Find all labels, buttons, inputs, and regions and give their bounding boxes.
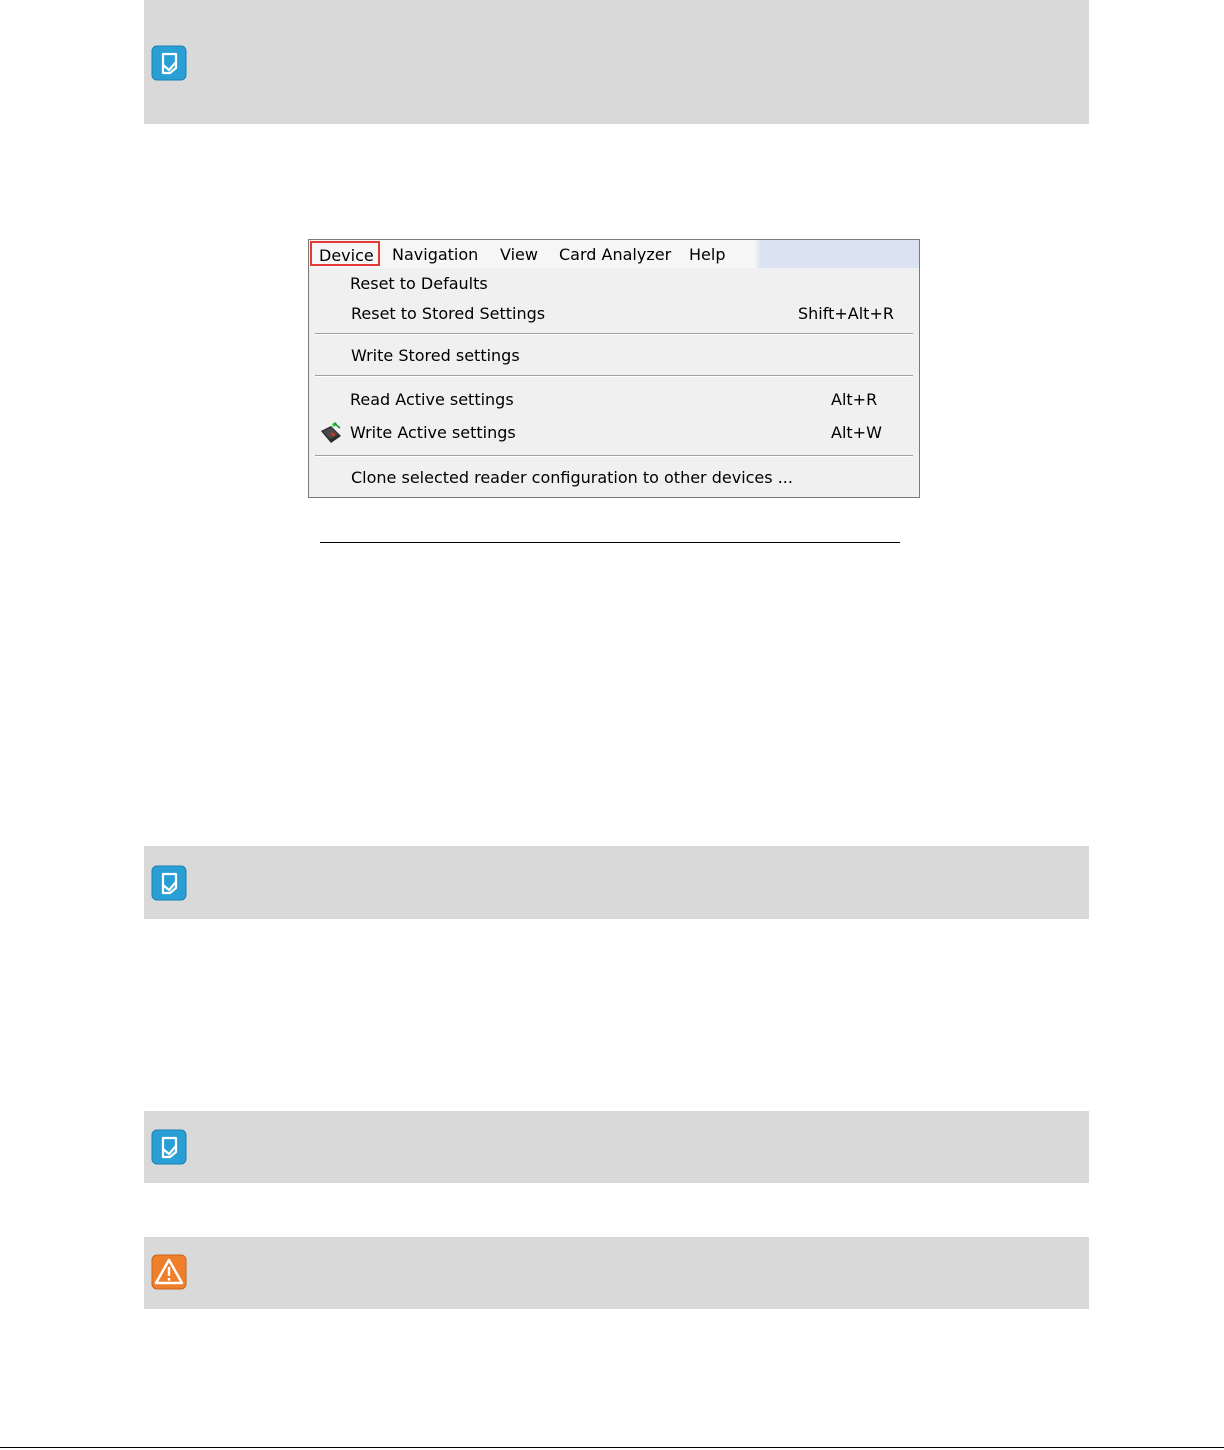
menu-view[interactable]: View <box>500 245 538 264</box>
menu-item-label: Write Stored settings <box>351 346 520 365</box>
menu-separator <box>315 333 913 335</box>
menu-item-label: Read Active settings <box>350 390 514 409</box>
menu-separator <box>315 375 913 377</box>
menu-item-read-active-settings[interactable] <box>309 385 919 415</box>
menu-item-reset-to-defaults[interactable] <box>309 269 919 299</box>
caption-rule <box>320 542 900 543</box>
note-box <box>144 1111 1089 1183</box>
note-box <box>144 846 1089 919</box>
menu-item-label: Write Active settings <box>350 423 516 442</box>
menu-item-write-stored-settings[interactable] <box>309 341 919 371</box>
note-box <box>144 0 1089 124</box>
menu-item-shortcut: Shift+Alt+R <box>798 304 894 323</box>
menu-navigation[interactable]: Navigation <box>392 245 479 264</box>
warning-box <box>144 1237 1089 1309</box>
device-menu-screenshot <box>308 239 920 498</box>
menu-item-write-active-settings[interactable] <box>309 418 919 448</box>
menubar <box>309 240 919 268</box>
page-footer-rule <box>0 1447 1224 1448</box>
note-icon <box>151 865 187 901</box>
menu-item-shortcut: Alt+R <box>831 390 878 409</box>
menu-item-label: Reset to Defaults <box>350 274 488 293</box>
menu-item-label: Reset to Stored Settings <box>351 304 546 323</box>
menu-item-label: Clone selected reader configuration to other devices ... <box>351 468 793 487</box>
menu-separator <box>315 455 913 457</box>
menu-item-clone-configuration[interactable] <box>309 463 919 493</box>
reader-device-icon <box>318 422 344 446</box>
menu-item-reset-to-stored-settings[interactable] <box>309 299 919 329</box>
note-icon <box>151 45 187 81</box>
menu-item-shortcut: Alt+W <box>831 423 882 442</box>
menu-card-analyzer[interactable]: Card Analyzer <box>559 245 672 264</box>
note-icon <box>151 1129 187 1165</box>
warning-icon <box>151 1254 187 1290</box>
menu-help[interactable]: Help <box>689 245 726 264</box>
menu-device[interactable]: Device <box>310 241 380 266</box>
